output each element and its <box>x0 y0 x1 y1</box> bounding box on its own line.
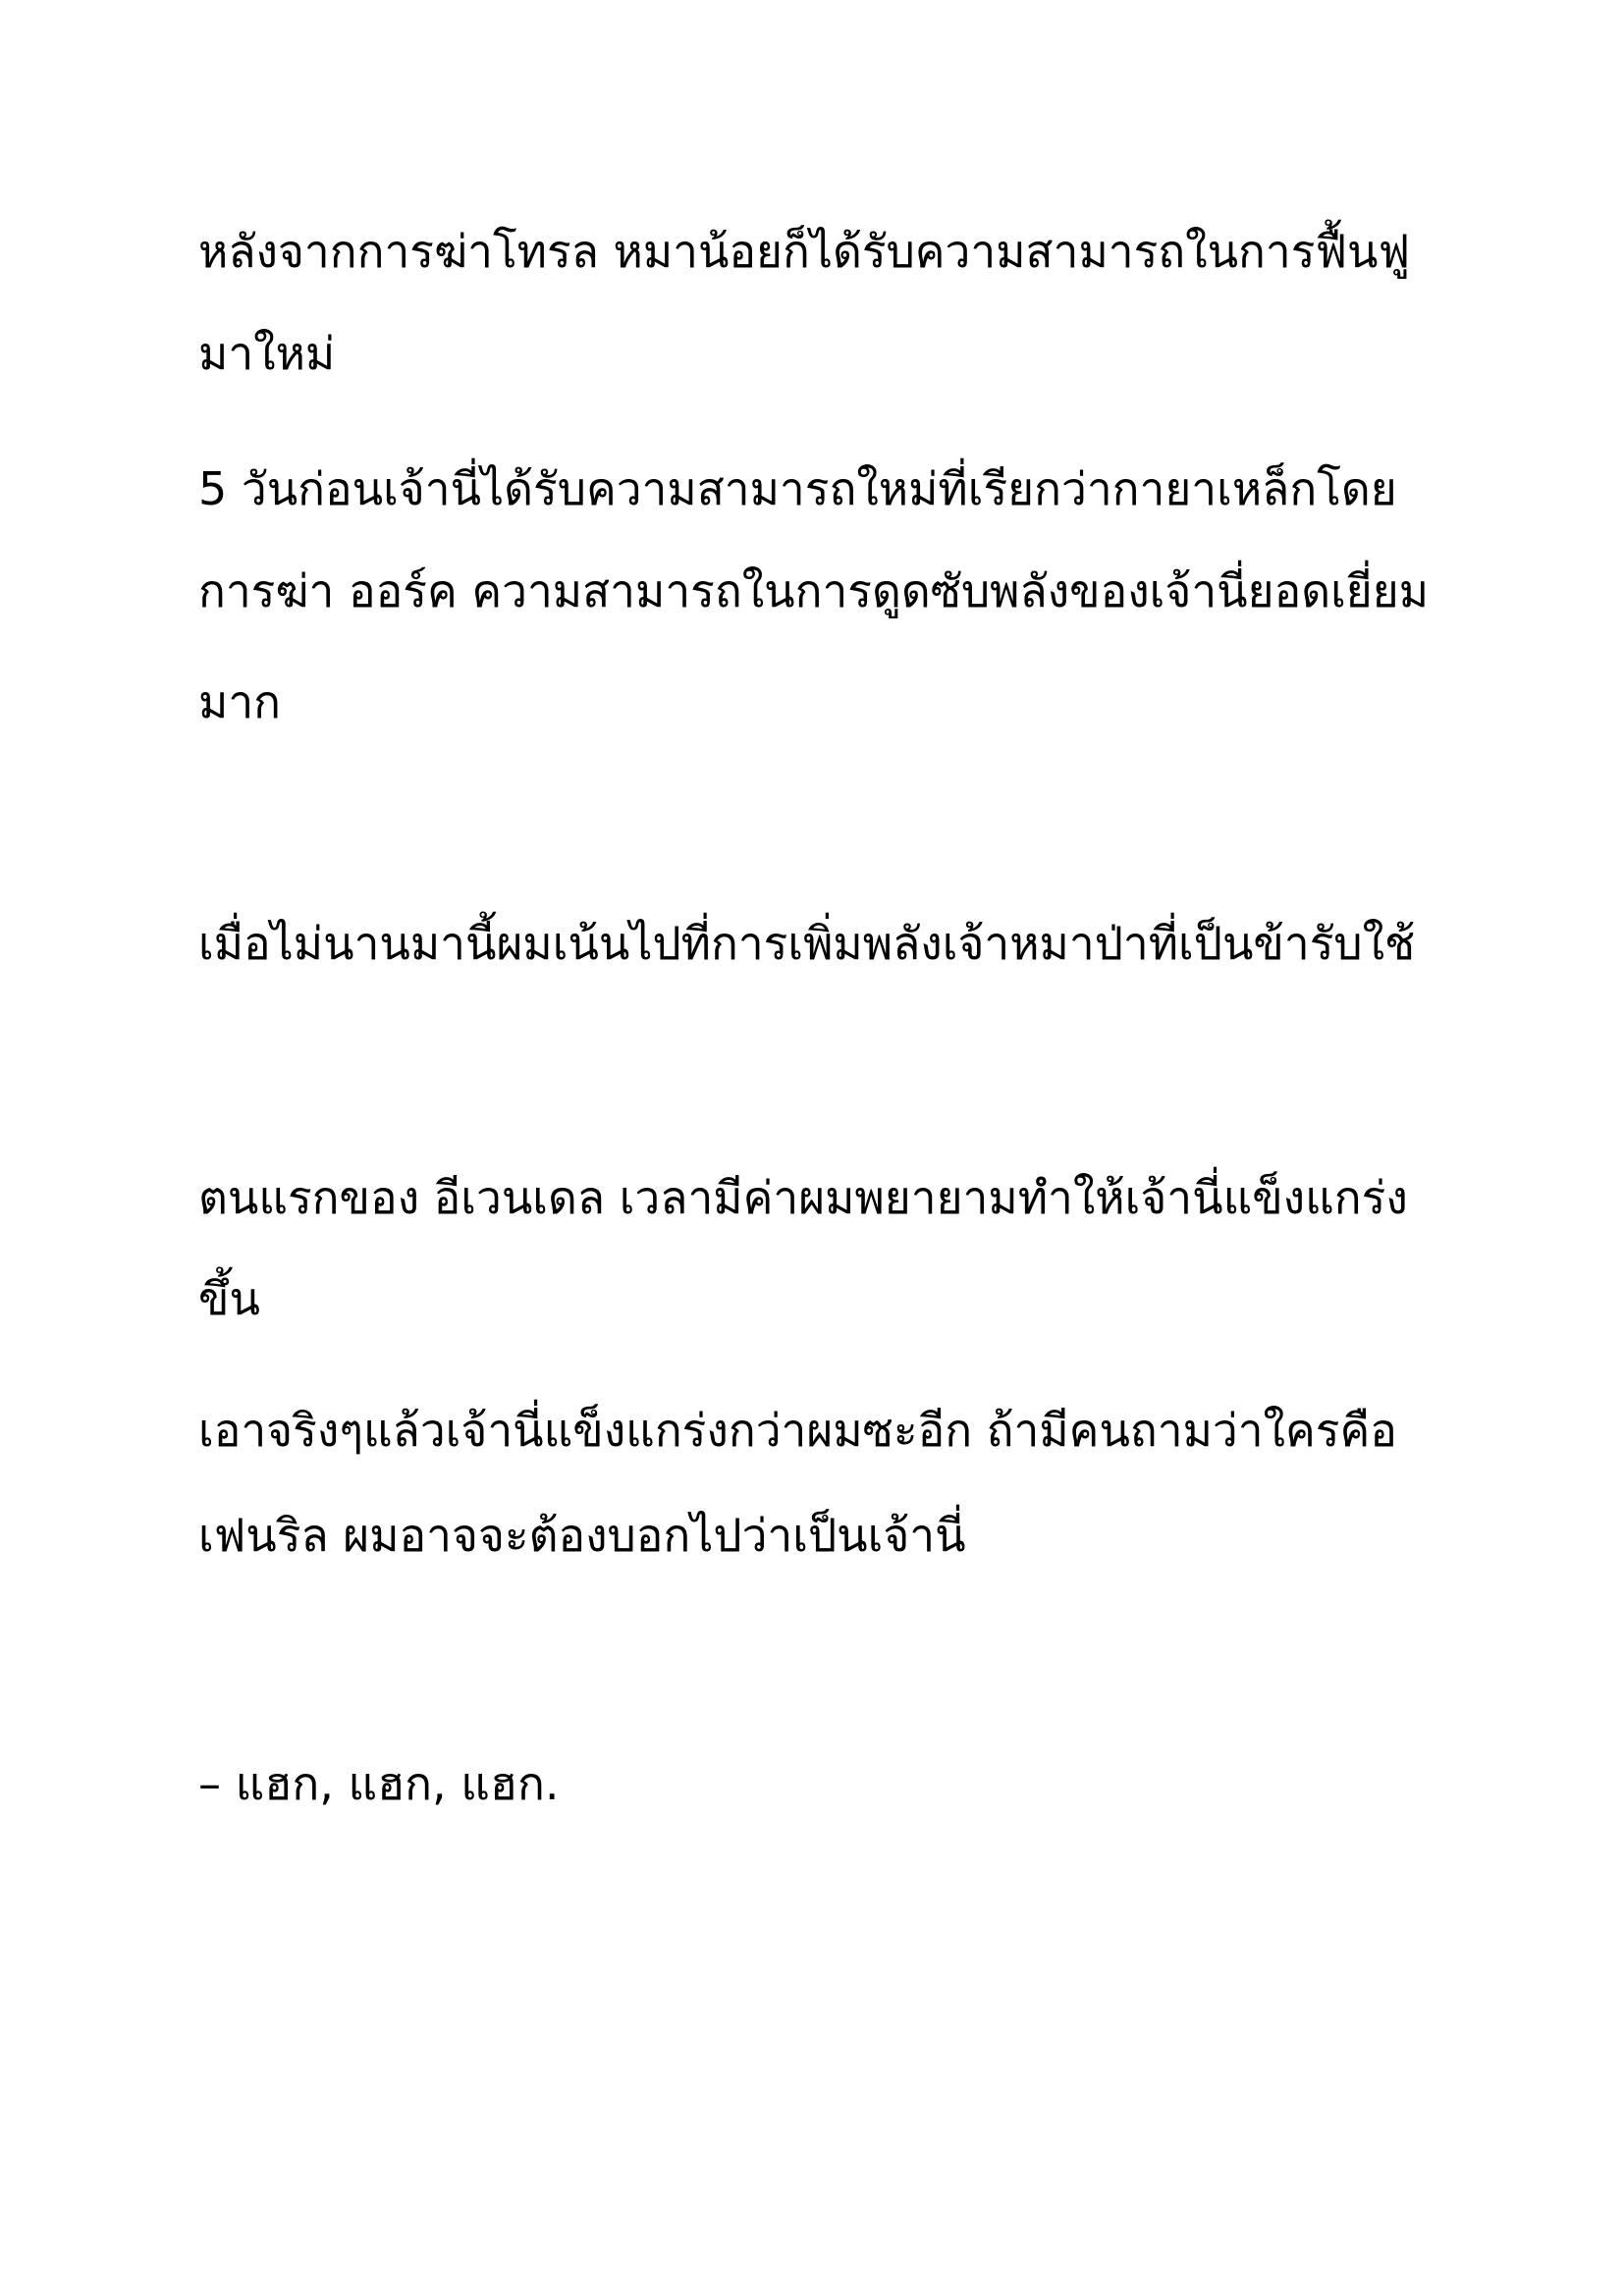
paragraph-line: มาก <box>198 675 282 728</box>
paragraph-line: หลังจากการฆ่าโทรล หมาน้อยก็ได้รับความสามารถในการฟื้นฟู <box>198 225 1411 278</box>
paragraph-line: การฆ่า ออร์ค ความสามารถในการดูดซับพลังของเจ้านี่ยอดเยี่ยม <box>198 564 1430 617</box>
paragraph-line: ตนแรกของ อีเวนเดล เวลามีค่าผมพยายามทำให้เจ้านี่แข็งแกร่ง <box>198 1171 1408 1224</box>
paragraph-line: เอาจริงๆแล้วเจ้านี่แข็งแกร่งกว่าผมซะอีก ถ้ามีคนถามว่าใครคือ <box>198 1404 1397 1457</box>
paragraph-line: ขึ้น <box>198 1272 260 1325</box>
paragraph-line: เฟนริล ผมอาจจะต้องบอกไปว่าเป็นเจ้านี่ <box>198 1509 966 1562</box>
paragraph-line: 5 วันก่อนเจ้านี่ได้รับความสามารถใหม่ที่เรียกว่ากายาเหล็กโดย <box>198 462 1397 515</box>
dialogue-line: – แฮก, แฮก, แฮก. <box>198 1757 560 1810</box>
paragraph-line: มาใหม่ <box>198 327 336 380</box>
paragraph-line: เมื่อไม่นานมานี้ผมเน้นไปที่การเพิ่มพลังเจ้าหมาป่าที่เป็นข้ารับใช้ <box>198 917 1416 970</box>
